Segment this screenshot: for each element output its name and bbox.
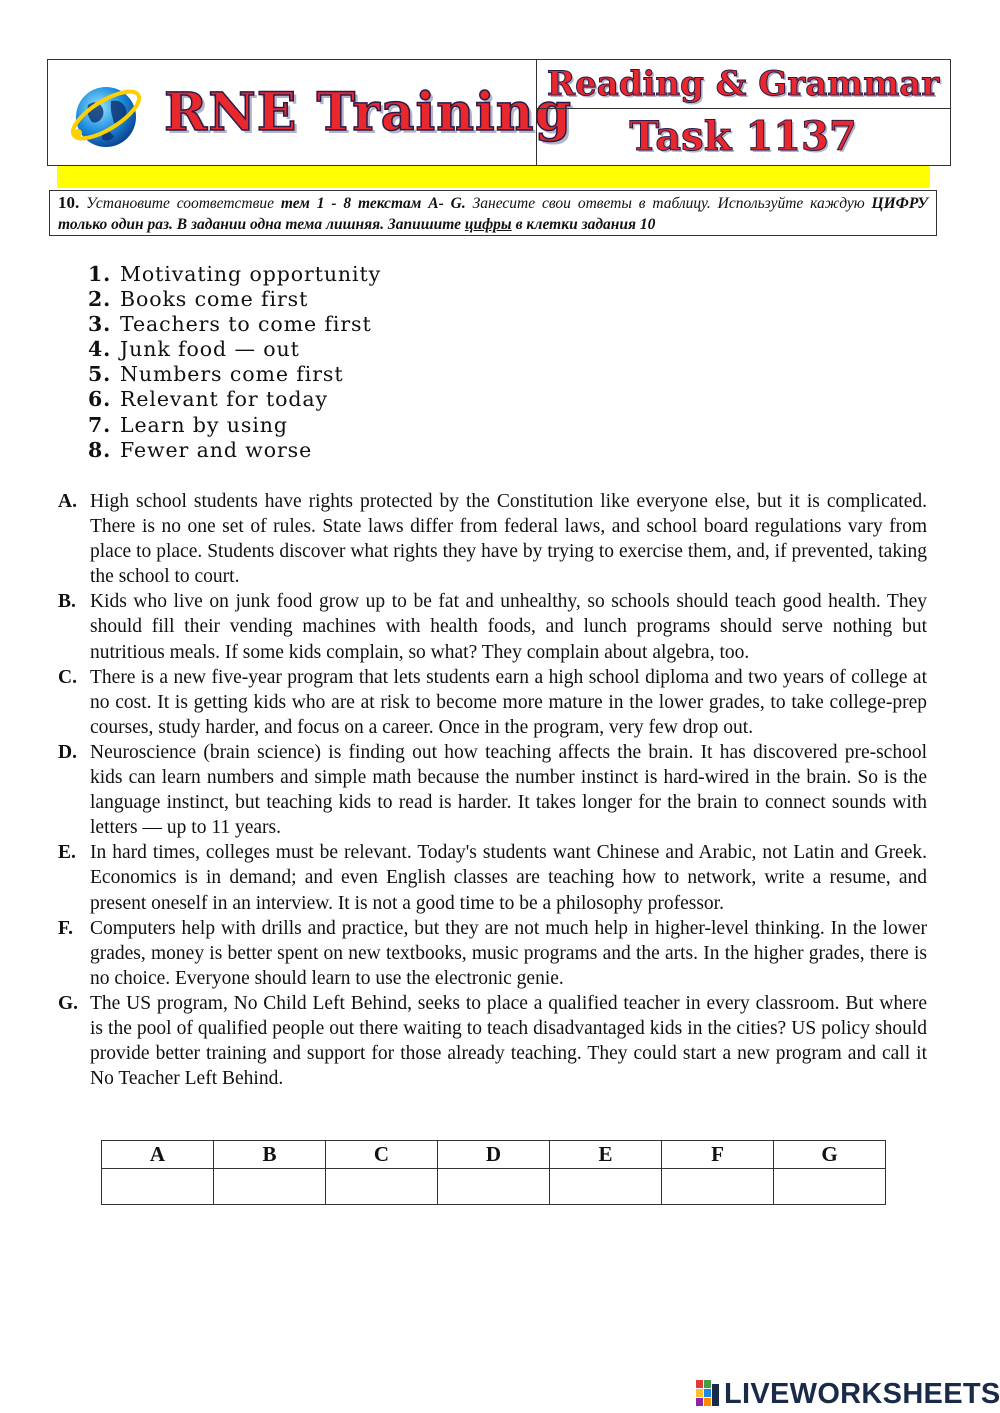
- answer-header: C: [326, 1141, 438, 1169]
- answer-header: F: [662, 1141, 774, 1169]
- passage: [58, 916, 927, 991]
- answer-cell-c[interactable]: [326, 1169, 438, 1205]
- instruction-part-5: цифры: [464, 216, 512, 233]
- topic-item: [88, 262, 381, 287]
- passage-letter: A.: [58, 491, 77, 512]
- passage-body: In hard times, colleges must be relevant. Today's students want Chinese and Arabic, not Latin and Greek. Economics is in demand; and even English classes are teaching how to network, write a resume, and present oneself in an interview. It is not a good time to be a philosophy professor.: [90, 842, 927, 914]
- topic-item: [88, 438, 381, 463]
- topic-label: Fewer and worse: [120, 437, 313, 462]
- topic-label: Books come first: [120, 287, 309, 312]
- answer-header: A: [102, 1141, 214, 1169]
- passage-letter: F.: [58, 917, 73, 939]
- liveworksheets-brand: LIVEWORKSHEETS: [724, 1377, 1000, 1410]
- task-label: Task 1137: [629, 113, 857, 160]
- liveworksheets-footer: [696, 1376, 1000, 1412]
- passage-body: The US program, No Child Left Behind, seeks to place a qualified teacher in every classroom. But where is the pool of qualified people out there waiting to teach disadvantaged kids in the cities? US policy should provide better training and support for those already teaching. They could start a new program and call it No Teacher Left Behind.: [90, 992, 927, 1090]
- passage: [58, 840, 927, 915]
- answer-cell-d[interactable]: [438, 1169, 550, 1205]
- passage-letter: B.: [58, 591, 76, 613]
- topic-number: 1.: [88, 262, 112, 286]
- answer-header: G: [774, 1141, 886, 1169]
- topic-number: 3.: [88, 312, 112, 337]
- answer-header: D: [438, 1141, 550, 1169]
- passage: [58, 740, 927, 840]
- section-title: Reading & Grammar: [536, 60, 950, 109]
- topic-number: 2.: [88, 287, 112, 312]
- topic-item: [88, 413, 381, 438]
- liveworksheets-logo-icon: [696, 1380, 720, 1408]
- passage: [58, 589, 927, 664]
- instruction-box: [49, 190, 937, 236]
- passage-body: Kids who live on junk food grow up to be fat and unhealthy, so schools should teach good health. They should fill their vending machines with health foods, and lunch programs should serve nothing but nutritious meals. If some kids complain, so what? They complain about algebra, too.: [90, 591, 927, 663]
- highlight-bar: [57, 166, 930, 188]
- passage-letter: C.: [58, 666, 77, 688]
- topic-item: [88, 387, 381, 412]
- passage-body: Computers help with drills and practice, but they are not much help in higher-level thinking. In the lower grades, money is better spent on new textbooks, music programs and the arts. In the higher grades, there is no choice. Everyone should learn to use the electronic genie.: [90, 917, 927, 989]
- topic-label: Numbers come first: [120, 362, 344, 387]
- answer-header: E: [550, 1141, 662, 1169]
- passage: [58, 665, 927, 740]
- globe-logo-icon: [66, 75, 146, 155]
- passage: [58, 991, 927, 1091]
- answer-cell-e[interactable]: [550, 1169, 662, 1205]
- passage: [58, 489, 927, 589]
- passage-body: There is a new five-year program that lets students earn a high school diploma and two years of college at no cost. It is getting kids who are at risk to become more mature in the lower grades, to take college-prep courses, study harder, and focus on a career. Once in the program, very few drop out.: [90, 666, 927, 738]
- topic-number: 4.: [88, 337, 112, 362]
- answer-cell-b[interactable]: [214, 1169, 326, 1205]
- answer-cell-f[interactable]: [662, 1169, 774, 1205]
- topic-item: [88, 362, 381, 387]
- answer-cell-a[interactable]: [102, 1169, 214, 1205]
- instruction-part-4: ЦИФРУ только один раз. В задании одна тема лишняя. Запишите: [58, 195, 928, 233]
- topic-item: [88, 287, 381, 312]
- passage-letter: G.: [58, 992, 79, 1014]
- passage-letter: E.: [58, 842, 76, 864]
- topic-list: [88, 262, 381, 463]
- brand-title: RNE Training: [164, 82, 572, 143]
- answer-table: [101, 1140, 886, 1205]
- topic-label: Teachers to come first: [120, 312, 372, 337]
- instruction-part-2: тем 1 - 8 текстам A- G.: [280, 195, 466, 212]
- answer-input-row: [102, 1169, 886, 1205]
- answer-header-row: [102, 1141, 886, 1169]
- passage-body: Neuroscience (brain science) is finding out how teaching affects the brain. It has discovered pre-school kids can learn numbers and simple math because the number instinct is hard-wired in the brain. So is the language instinct, but teaching kids to read is harder. It takes longer for the brain to connect sounds with letters — up to 11 years.: [90, 741, 927, 839]
- answer-cell-g[interactable]: [774, 1169, 886, 1205]
- instruction-part-3: Занесите свои ответы в таблицу. Используйте каждую: [465, 195, 872, 212]
- topic-label: Motivating opportunity: [120, 262, 382, 286]
- passage-body: High school students have rights protected by the Constitution like everyone else, but it is complicated. There is no one set of rules. State laws differ from federal laws, and school board regulations vary from place to place. Students discover what rights they have by trying to exercise them, and, if prevented, taking the school to court.: [90, 491, 927, 588]
- brand-cell: [48, 60, 572, 165]
- topic-number: 5.: [88, 362, 112, 387]
- topic-item: [88, 337, 381, 362]
- topic-label: Junk food — out: [120, 337, 300, 362]
- instruction-part-6: в клетки задания 10: [511, 216, 656, 233]
- answer-header: B: [214, 1141, 326, 1169]
- task-number: 10.: [58, 193, 80, 212]
- topic-number: 6.: [88, 387, 112, 412]
- topic-item: [88, 312, 381, 337]
- text-passages: [58, 489, 927, 1091]
- topic-number: 8.: [88, 437, 112, 462]
- topic-label: Learn by using: [120, 412, 288, 437]
- title-cell: [536, 60, 950, 165]
- topic-number: 7.: [88, 412, 112, 437]
- passage-letter: D.: [58, 741, 77, 763]
- topic-label: Relevant for today: [120, 387, 328, 412]
- header-banner: [47, 59, 951, 166]
- instruction-part-1: Установите соответствие: [79, 195, 281, 212]
